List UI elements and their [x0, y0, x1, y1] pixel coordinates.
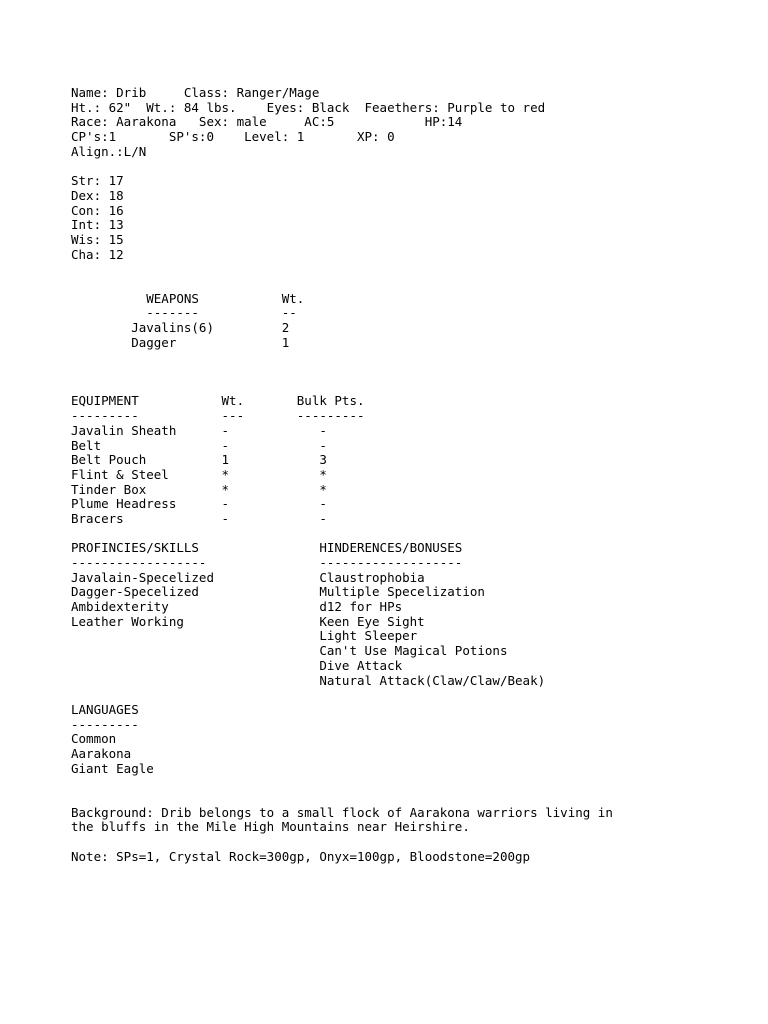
document-line: Ht.: 62" Wt.: 84 lbs. Eyes: Black Feaethers: Purple to red — [71, 99, 546, 115]
document-line — [71, 688, 761, 703]
document-line: the bluffs in the Mile High Mountains near Heirshire. — [71, 819, 470, 835]
document-line — [71, 527, 761, 542]
document-line: Javalins(6) 2 — [71, 320, 290, 335]
document-line: Con: 16 — [71, 202, 124, 218]
document-line — [71, 365, 761, 380]
document-line: EQUIPMENT Wt. Bulk Pts. — [71, 393, 365, 409]
document-line: Ambidexterity d12 for HPs — [71, 599, 403, 615]
document-line — [71, 791, 761, 806]
document-line: Giant Eagle — [71, 760, 154, 776]
document-line: LANGUAGES — [71, 701, 139, 717]
character-sheet-document — [71, 86, 761, 864]
document-line: Natural Attack(Claw/Claw/Beak) — [71, 672, 546, 688]
document-line: Light Sleeper — [71, 628, 418, 644]
document-line — [71, 380, 761, 395]
document-line: Name: Drib Class: Ranger/Mage — [71, 85, 320, 100]
document-line: Aarakona — [71, 745, 132, 761]
document-line: Str: 17 — [71, 173, 124, 189]
document-line: Plume Headress - - — [71, 496, 327, 512]
document-line: ------------------ ------------------- — [71, 555, 463, 570]
document-line — [71, 277, 761, 292]
document-line: WEAPONS Wt. — [71, 290, 305, 306]
document-line — [71, 776, 761, 791]
document-line: Common — [71, 731, 117, 747]
document-line: Flint & Steel * * — [71, 466, 327, 482]
document-line: Background: Drib belongs to a small flock of Aarakona warriors living in — [71, 804, 613, 820]
document-line: ------- -- — [71, 305, 297, 321]
document-line: Can't Use Magical Potions — [71, 643, 508, 659]
document-line: Javalin Sheath - - — [71, 422, 327, 438]
document-line: CP's:1 SP's:0 Level: 1 XP: 0 — [71, 129, 395, 145]
document-line: Dive Attack — [71, 657, 403, 673]
document-line — [71, 262, 761, 277]
document-line: Belt - - — [71, 437, 327, 453]
document-line: Note: SPs=1, Crystal Rock=300gp, Onyx=100gp, Bloodstone=200gp — [71, 848, 531, 864]
document-line: Int: 13 — [71, 217, 124, 233]
document-line: --------- — [71, 716, 139, 732]
document-line: Bracers - - — [71, 510, 327, 526]
document-line — [71, 350, 761, 365]
document-line: Cha: 12 — [71, 246, 124, 262]
document-line: Race: Aarakona Sex: male AC:5 HP:14 — [71, 114, 463, 130]
document-line: --------- --- --------- — [71, 408, 365, 424]
document-line: Javalain-Specelized Claustrophobia — [71, 569, 425, 585]
document-line: Align.:L/N — [71, 143, 147, 159]
document-line: Dex: 18 — [71, 187, 124, 203]
document-line: Leather Working Keen Eye Sight — [71, 613, 425, 629]
document-line: Wis: 15 — [71, 231, 124, 247]
document-line — [71, 159, 761, 174]
document-line — [71, 835, 761, 850]
document-line: PROFINCIES/SKILLS HINDERENCES/BONUSES — [71, 540, 463, 556]
document-line: Dagger-Specelized Multiple Specelization — [71, 584, 485, 600]
document-line: Dagger 1 — [71, 334, 290, 350]
document-line: Tinder Box * * — [71, 481, 327, 497]
document-line: Belt Pouch 1 3 — [71, 452, 327, 468]
